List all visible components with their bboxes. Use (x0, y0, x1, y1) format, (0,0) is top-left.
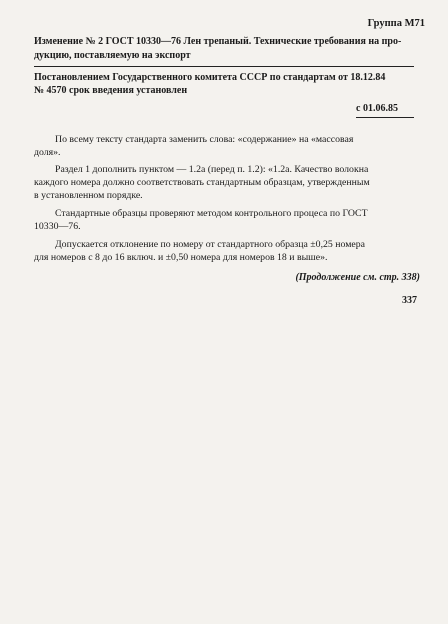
paragraph-1-line-1: По всему тексту стандарта заменить слова: «содержание» на «массовая (55, 134, 354, 145)
continuation-note: (Продолжение см. стр. 338) (295, 272, 420, 283)
amendment-title-line-1: Изменение № 2 ГОСТ 10330—76 Лен трепаный. Технические требования на про- (34, 36, 402, 47)
effective-date: с 01.06.85 (356, 103, 398, 114)
paragraph-2-line-1: Раздел 1 дополнить пунктом — 1.2а (перед п. 1.2): «1.2а. Качество волокна (55, 164, 369, 175)
paragraph-4-line-2: для номеров с 8 до 16 включ. и ±0,50 номера для номеров 18 и выше». (34, 252, 328, 263)
paragraph-3-line-1: Стандартные образцы проверяют методом контрольного процеса по ГОСТ (55, 208, 368, 219)
paragraph-2-line-2: каждого номера должно соответствовать стандартным образцам, утвержденным (34, 177, 370, 188)
page-number: 337 (402, 295, 417, 306)
paragraph-1-line-2: доля». (34, 147, 61, 158)
paragraph-4-line-1: Допускается отклонение по номеру от стандартного образца ±0,25 номера (55, 239, 366, 250)
group-label: Группа М71 (367, 18, 425, 29)
amendment-title-line-2: дукцию, поставляемую на экспорт (34, 50, 191, 61)
title-underline (34, 66, 414, 67)
date-underline (356, 117, 414, 118)
paragraph-2-line-3: в установленном порядке. (34, 190, 143, 201)
decree-line-1: Постановлением Государственного комитета СССР по стандартам от 18.12.84 (34, 72, 386, 83)
decree-line-2: № 4570 срок введения установлен (34, 85, 188, 96)
paragraph-3-line-2: 10330—76. (34, 221, 81, 232)
